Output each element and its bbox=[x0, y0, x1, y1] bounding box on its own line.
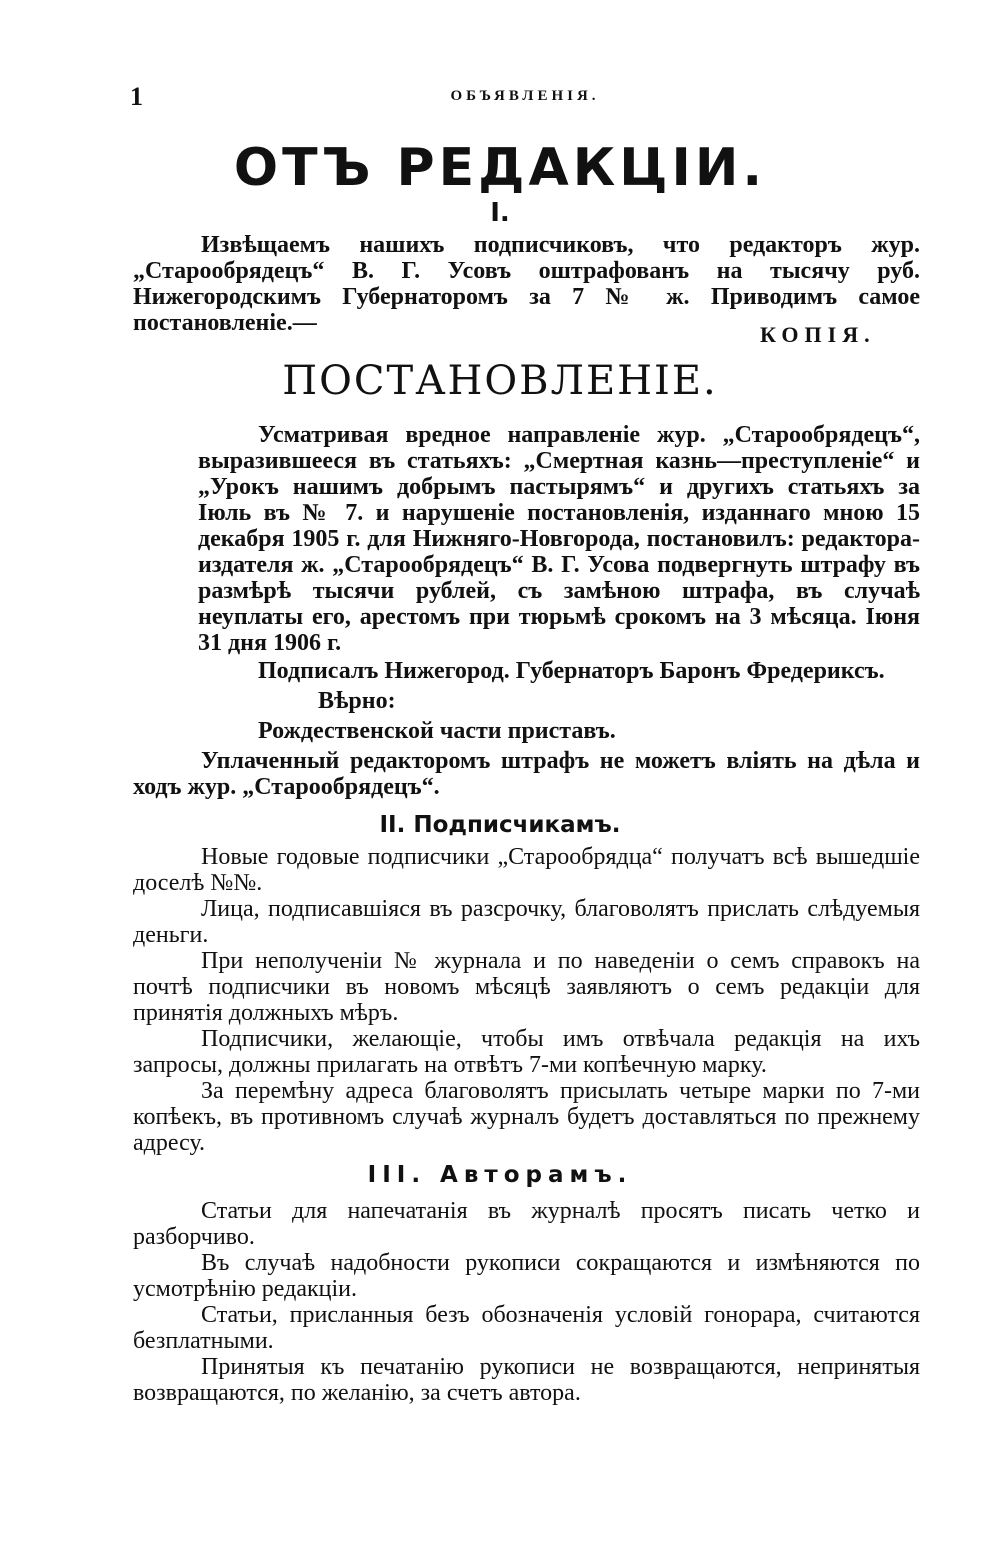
intro-paragraph: Извѣщаемъ нашихъ подписчиковъ, что редакторъ жур. „Старообрядецъ“ В. Г. Усовъ оштрафованъ на тысячу руб. Нижегородскимъ Губернаторомъ за 7 № ж. Приводимъ самое постановленіе.— bbox=[133, 232, 920, 336]
section1-intro bbox=[133, 232, 920, 336]
section2-paragraph: При неполученіи № журнала и по наведеніи о семъ справокъ на почтѣ подписчики въ новомъ мѣсяцѣ заявляютъ о семъ редакціи для принятія должныхъ мѣръ. bbox=[133, 948, 920, 1026]
section3-heading: III. Авторамъ. bbox=[367, 1162, 633, 1188]
section-number-1: I. bbox=[490, 198, 510, 228]
section2-paragraph: За перемѣну адреса благоволятъ присылать четыре марки по 7-ми копѣекъ, въ противномъ случаѣ журналъ будетъ доставляться по прежнему адресу. bbox=[133, 1078, 920, 1156]
section3-paragraph: Принятыя къ печатанію рукописи не возвращаются, непринятыя возвращаются, по желанію, за счетъ автора. bbox=[133, 1354, 920, 1406]
section3-paragraph: Въ случаѣ надобности рукописи сокращаются и измѣняются по усмотрѣнію редакціи. bbox=[133, 1250, 920, 1302]
decree-signature: Подписалъ Нижегород. Губернаторъ Баронъ Фредериксъ. bbox=[258, 658, 885, 684]
running-title: ОБЪЯВЛЕНІЯ. bbox=[450, 88, 600, 104]
decree-pristav: Рождественской части приставъ. bbox=[258, 718, 616, 744]
decree-text: Усматривая вредное направленіе жур. „Старообрядецъ“, выразившееся въ статьяхъ: „Смертная казнь—преступленіе“ и „Урокъ нашимъ добрымъ пастырямъ“ и другихъ статьяхъ за Іюль въ № 7. и нарушеніе постановленія, изданнаго мною 15 декабря 1905 г. для Нижняго-Новгорода, постановилъ: редактора-издателя ж. „Старообрядецъ“ В. Г. Усова подвергнуть штрафу въ размѣрѣ тысячи рублей, съ замѣною штрафа, въ случаѣ неуплаты его, арестомъ при тюрьмѣ срокомъ на 3 мѣсяца. Іюня 31 дня 1906 г. bbox=[198, 422, 920, 656]
section2-paragraph: Подписчики, желающіе, чтобы имъ отвѣчала редакція на ихъ запросы, должны прилагать на отвѣтъ 7-ми копѣечную марку. bbox=[133, 1026, 920, 1078]
decree-body bbox=[198, 422, 920, 656]
section2-body bbox=[133, 844, 920, 1156]
section3-paragraph: Статьи, присланныя безъ обозначенія условій гонорара, считаются безплатными. bbox=[133, 1302, 920, 1354]
section2-paragraph: Новые годовые подписчики „Старообрядца“ получатъ всѣ вышедшіе доселѣ №№. bbox=[133, 844, 920, 896]
section3-paragraph: Статьи для напечатанія въ журналѣ просятъ писать четко и разборчиво. bbox=[133, 1198, 920, 1250]
section1-note bbox=[133, 748, 920, 800]
decree-verno: Вѣрно: bbox=[318, 688, 396, 714]
section2-heading: II. Подписчикамъ. bbox=[379, 812, 621, 838]
page-header bbox=[130, 82, 920, 112]
section3-body bbox=[133, 1198, 920, 1406]
page-number: 1 bbox=[130, 82, 143, 111]
fine-note: Уплаченный редакторомъ штрафъ не можетъ вліять на дѣла и ходъ жур. „Старообрядецъ“. bbox=[133, 748, 920, 800]
decree-title: ПОСТАНОВЛЕНІЕ. bbox=[282, 358, 718, 404]
copy-label: КОПІЯ. bbox=[760, 322, 876, 347]
section2-paragraph: Лица, подписавшіяся въ разсрочку, благоволятъ прислать слѣдуемыя деньги. bbox=[133, 896, 920, 948]
page-title: ОТЪ РЕДАКЦІИ. bbox=[233, 138, 767, 198]
